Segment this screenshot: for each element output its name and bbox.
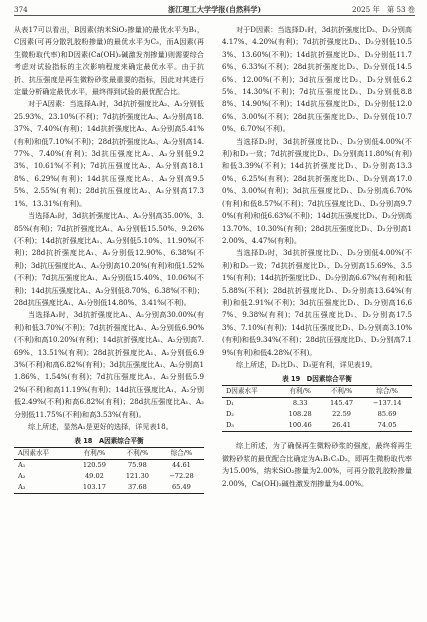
table-cell: D₃ bbox=[222, 420, 280, 432]
table-cell: 145.47 bbox=[329, 399, 354, 408]
table-row bbox=[14, 482, 204, 494]
table-cell: A₃ bbox=[14, 482, 73, 494]
table-cell: D₂ bbox=[226, 410, 234, 419]
left-column bbox=[14, 24, 204, 502]
paragraph: 当选择D₃时，3d抗折强度比D₁、D₂分别低4.00%(不利)和D₂一致；7d抗折强度比D₁、D₂分别高15.69%、3.51%(有利)；14d抗折强度比D₁、D₂分别高6.67%(有利)和低5.88%(不利)；28d抗折强度比D₁、D₂分别高13.64%(有利)和低2.91%(不利)；3d抗压强度比D₁、D₂分别高16.67%、9.38%(有利)；7d抗压强度比D₁、D₂分别高17.53%、7.10%(有利)；14d抗压强度比D₁、D₂分别高3.10%(有利)和低9.34%(不利)；28d抗压强度比D₁、D₂分别高7.19%(有利)和低4.28%(不利)。 bbox=[222, 248, 412, 357]
table-row bbox=[222, 420, 412, 432]
table-cell: 120.59 bbox=[82, 461, 106, 470]
table-cell: 44.61 bbox=[171, 461, 191, 470]
table-cell: −137.14 bbox=[372, 399, 402, 408]
running-header bbox=[14, 4, 415, 16]
table-cell: 103.17 bbox=[73, 482, 116, 494]
paragraph: 当选择A₃时，3d抗折强度比A₁、A₂分别高30.00%(有利)和低3.70%(不利)；7d抗折强度比A₁、A₂分别低6.90%(不利)和高10.20%(有利)；14d抗折强度比A₁、A₂分别高7.69%、13.51%(有利)；28d抗折强度比A₁、A₂分别低6.93%(不利)和高6.82%(有利)；3d抗压强度比A₁、A₂分别高11.86%、1.54%(有利)；7d抗压强度比A₁、A₂分别低5.92%(不利)和高11.19%(有利)；14d抗压强度比A₁、A₂分别低2.49%(不利)和高6.82%(有利)；28d抗压强度比A₁、A₂分别低11.75%(不利)和高3.53%(有利)。 bbox=[14, 310, 204, 419]
column-header: 有利/% bbox=[280, 386, 321, 398]
column-header: 综合/% bbox=[159, 448, 204, 460]
table-cell: 65.49 bbox=[159, 482, 204, 494]
column-header: 综合/% bbox=[362, 386, 412, 398]
table-caption: 表 18 A因素综合平衡 bbox=[74, 437, 144, 446]
table-cell: 75.98 bbox=[127, 461, 147, 470]
journal-title: 浙江理工大学学报(自然科学) bbox=[167, 5, 262, 14]
paragraph: 从表17可以看出，B因素(纳米SiO₂掺量)的最优水平为B₁，C因素(可再分散乳胶粉掺量)的最优水平为C₃，而A因素(再生微粉取代率)和D因素(Ca(OH)₂碱激发剂掺量)则需要综合考虑对试验指标的主次影响程度来确定最优水平。由于抗折、抗压强度是再生微粉砂浆最重要的指标，因此对其进行定量分析确定最优水平，最终得到试验的最优配合比。 bbox=[14, 25, 204, 97]
table-cell: 49.02 bbox=[84, 472, 104, 481]
table-cell: −72.28 bbox=[169, 472, 194, 481]
table-cell: 121.30 bbox=[125, 472, 149, 481]
table-row bbox=[222, 409, 412, 420]
column-header: 不利/% bbox=[321, 386, 362, 398]
column-header: A因素水平 bbox=[14, 448, 73, 460]
factor-d-table bbox=[222, 385, 412, 432]
column-header: 不利/% bbox=[116, 448, 159, 460]
paragraph: 综上所述，D₂比D₁、D₃更有利，详见表19。 bbox=[236, 359, 378, 369]
table-caption: 表 19 D因素综合平衡 bbox=[282, 375, 352, 384]
table-cell: D₁ bbox=[226, 399, 234, 408]
table-row bbox=[14, 471, 204, 482]
table-cell: 74.05 bbox=[362, 420, 412, 432]
factor-a-table bbox=[14, 447, 204, 494]
table-cell: 37.68 bbox=[116, 482, 159, 494]
paragraph: 当选择D₂时，3d抗折强度比D₁、D₃分别低4.00%(不利)和D₃一致；7d抗折强度比D₁、D₃分别高11.80%(有利)和低3.39%(不利)；14d抗折强度比D₁、D₃分别高13.30%、6.25%(有利)；28d抗折强度比D₁、D₃分别高17.00%、3.00%(有利)；3d抗压强度比D₁、D₃分别高6.70%(有利)和低8.57%(不利)；7d抗压强度比D₁、D₃分别高9.70%(有利)和低6.63%(不利)；14d抗压强度比D₁、D₃分别高13.70%、10.30%(有利)；28d抗压强度比D₁、D₃分别高12.00%、4.47%(有利)。 bbox=[222, 136, 412, 245]
table-header-row bbox=[222, 386, 412, 398]
paragraph: 综上所述，显然A₁是更好的选择，详见表18。 bbox=[28, 422, 173, 431]
column-header: D因素水平 bbox=[222, 386, 280, 398]
conclusion-paragraph: 综上所述，为了确保再生微粉砂浆的强度，最终将再生微粉砂浆的最优配合比确定为A₁B₁C₃D₂，即再生微粉取代率为15.00%，纳米SiO₂掺量为2.00%，可再分散乳胶粉掺量2.00%，Ca(OH)₂碱性激发剂掺量为4.00%。 bbox=[222, 441, 412, 488]
table-header-row bbox=[14, 448, 204, 460]
paragraph: 当选择A₂时，3d抗折强度比A₁、A₃分别高35.00%、3.85%(有利)；7d抗折强度比A₁、A₃分别低15.50%、9.26%(不利)；14d抗折强度比A₁、A₃分别低5.10%、11.90%(不利)；28d抗折强度比A₁、A₃分别低12.90%、6.38%(不利)；3d抗压强度比A₁、A₃分别高10.20%(有利)和低1.52%(不利)；7d抗压强度比A₁、A₃分别低15.40%、10.06%(不利)；14d抗压强度比A₁、A₃分别低8.70%、6.38%(不利)；28d抗压强度比A₁、A₃分别低14.80%、3.41%(不利)。 bbox=[14, 211, 204, 307]
volume-info: 2025 年 第 53 卷 bbox=[351, 5, 415, 14]
table-row bbox=[222, 398, 412, 410]
right-column bbox=[222, 24, 412, 490]
table-cell: A₁ bbox=[18, 461, 26, 470]
paragraph: 对于D因素：当选择D₁时，3d抗折强度比D₂、D₃分别高4.17%、4.20%(有利)；7d抗折强度比D₂、D₃分别低10.53%、13.60%(不利)；14d抗折强度比D₂、D₃分别低11.76%、6.33%(不利)；28d抗折强度比D₂、D₃分别低14.56%、12.00%(不利)；3d抗压强度比D₂、D₃分别低6.25%、14.30%(不利)；7d抗压强度比D₂、D₃分别低8.88%、14.90%(不利)；14d抗压强度比D₂、D₃分别低12.06%、3.00%(不利)；28d抗压强度比D₂、D₃分别低10.70%、6.70%(不利)。 bbox=[222, 25, 412, 134]
table-cell: 22.59 bbox=[332, 410, 351, 419]
table-cell: A₂ bbox=[18, 472, 26, 481]
table-cell: 8.33 bbox=[292, 399, 308, 408]
paragraph: 对于A因素：当选择A₁时，3d抗折强度比A₂、A₃分别低25.93%、23.10%(不利)；7d抗折强度比A₂、A₃分别高18.37%、7.40%(有利)；14d抗折强度比A₂、A₃分别高5.41%(有利)和低7.10%(不利)；28d抗折强度比A₂、A₃分别高14.77%、7.40%(有利)；3d抗压强度比A₂、A₃分别低9.23%、10.61%(不利)；7d抗压强度比A₂、A₃分别高18.18%、6.29%(有利)；14d抗压强度比A₂、A₃分别高9.55%、2.55%(有利)；28d抗压强度比A₂、A₃分别高17.31%、13.31%(有利)。 bbox=[14, 99, 204, 208]
page-number: 374 bbox=[14, 5, 28, 14]
table-cell: 26.41 bbox=[321, 420, 362, 432]
column-header: 有利/% bbox=[73, 448, 116, 460]
table-cell: 100.46 bbox=[280, 420, 321, 432]
table-row bbox=[14, 460, 204, 472]
table-cell: 85.69 bbox=[377, 410, 397, 419]
table-cell: 108.28 bbox=[288, 410, 312, 419]
